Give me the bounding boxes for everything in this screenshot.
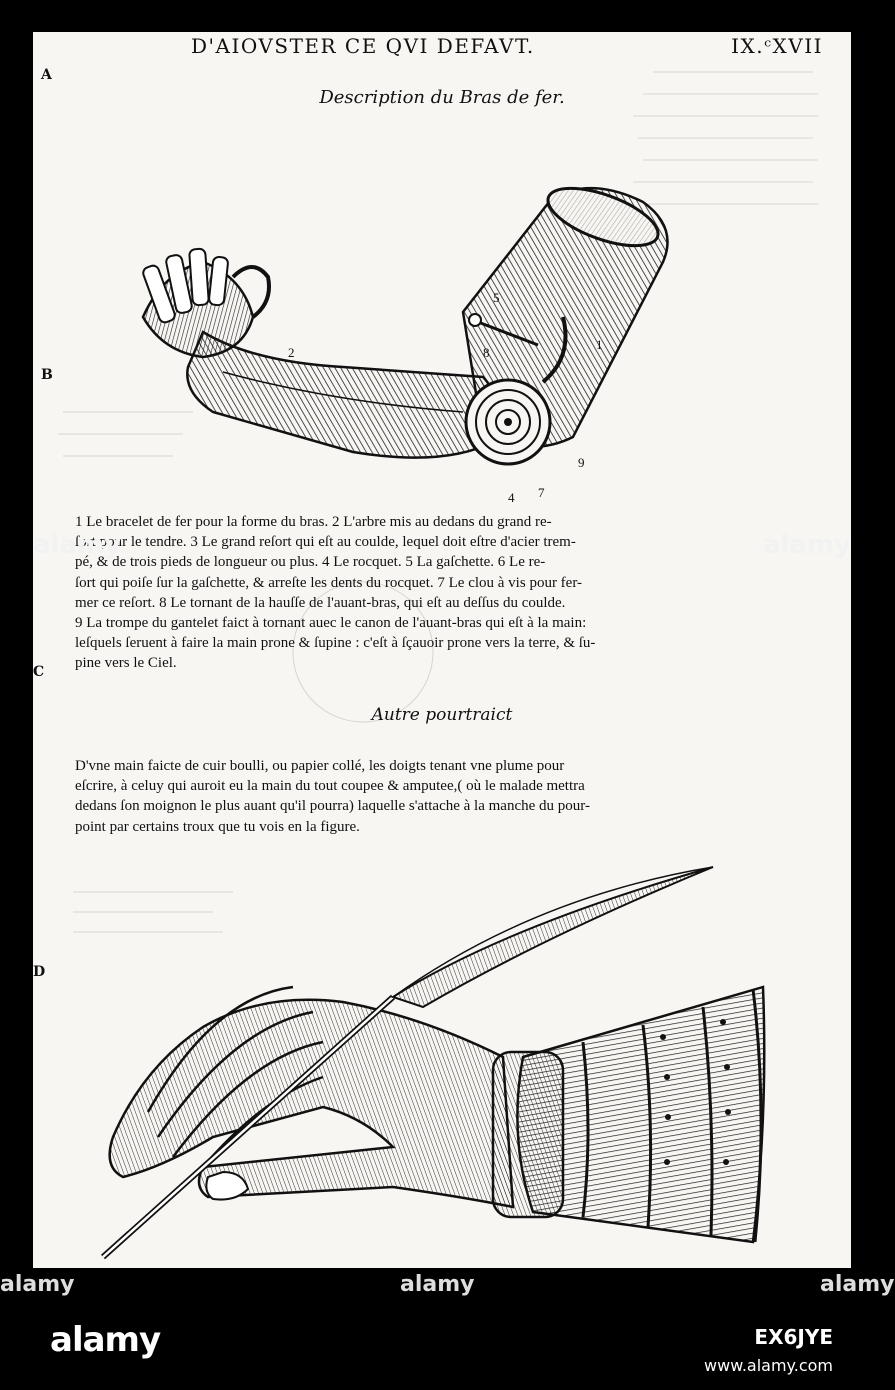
figure-title: Description du Bras de fer. bbox=[319, 87, 565, 108]
label-9: 9 bbox=[578, 455, 585, 470]
text-line: leſquels ſeruent à faire la main prone & ſupine : c'eſt à ſçauoir prone vers la terre, & ſu- bbox=[75, 635, 596, 652]
margin-letter-b: B bbox=[41, 367, 53, 383]
watermark-strip bbox=[0, 1268, 895, 1312]
watermark-strip-word: alamy bbox=[0, 1272, 75, 1297]
running-title: D'AIOVSTER CE QVI DEFAVT. bbox=[191, 34, 535, 58]
writing-hand-description bbox=[75, 756, 711, 837]
label-2: 2 bbox=[288, 345, 295, 360]
text-line: 1 Le bracelet de fer pour la forme du bras. 2 L'arbre mis au dedans du grand re- bbox=[75, 514, 552, 530]
margin-letter-a: A bbox=[41, 67, 52, 83]
text-line: point par certains troux que tu vois en la figure. bbox=[75, 818, 360, 835]
writing-hand-illustration bbox=[63, 867, 803, 1267]
stock-footer bbox=[0, 1268, 895, 1390]
book-page bbox=[33, 32, 851, 1268]
folio-number: IX.ᶜXVII bbox=[731, 34, 823, 58]
text-line: ſort pour le tendre. 3 Le grand reſort qui eſt au coulde, lequel doit eſtre d'acier trem- bbox=[75, 534, 576, 551]
watermark-right: alamy bbox=[762, 530, 851, 560]
text-line: dedans ſon moignon le plus auant qu'il pourra) laquelle s'attache à la manche du pour- bbox=[75, 798, 590, 815]
iron-arm-illustration bbox=[103, 167, 713, 512]
parts-description bbox=[75, 512, 711, 674]
label-5: 5 bbox=[493, 290, 500, 305]
label-4: 4 bbox=[508, 490, 515, 505]
text-line: 9 La trompe du gantelet faict à tornant auec le canon de l'auant-bras qui eſt à la main: bbox=[75, 615, 587, 632]
label-7: 7 bbox=[538, 485, 545, 500]
text-line: pé, & de trois pieds de longueur ou plus. 4 Le rocquet. 5 La gaſchette. 6 Le re- bbox=[75, 554, 546, 571]
section-subtitle: Autre pourtraict bbox=[371, 705, 513, 725]
alamy-logo: alamy bbox=[50, 1320, 161, 1360]
text-line: pine vers le Ciel. bbox=[75, 655, 177, 672]
watermark-strip-word: alamy bbox=[820, 1272, 895, 1297]
margin-letter-c: C bbox=[33, 664, 45, 680]
running-header bbox=[183, 34, 823, 64]
text-line: ſort qui poiſe ſur la gaſchette, & arreſte les dents du rocquet. 7 Le clou à vis pour fer- bbox=[75, 574, 583, 591]
image-id: EX6JYE bbox=[754, 1325, 833, 1349]
watermark-strip-word: alamy bbox=[400, 1272, 475, 1297]
site-url[interactable]: www.alamy.com bbox=[704, 1356, 833, 1375]
label-8: 8 bbox=[483, 345, 490, 360]
margin-letter-d: D bbox=[33, 964, 46, 980]
watermark-left: alamy bbox=[33, 530, 122, 560]
text-line: D'vne main faicte de cuir boulli, ou papier collé, les doigts tenant vne plume pour bbox=[75, 758, 565, 774]
text-line: mer ce reſort. 8 Le tornant de la hauſſe de l'auant-bras, qui eſt au deſſus du coulde. bbox=[75, 594, 566, 611]
label-1: 1 bbox=[596, 337, 603, 352]
text-line: eſcrire, à celuy qui auroit eu la main du tout coupee & amputee,( où le malade mettra bbox=[75, 778, 585, 795]
